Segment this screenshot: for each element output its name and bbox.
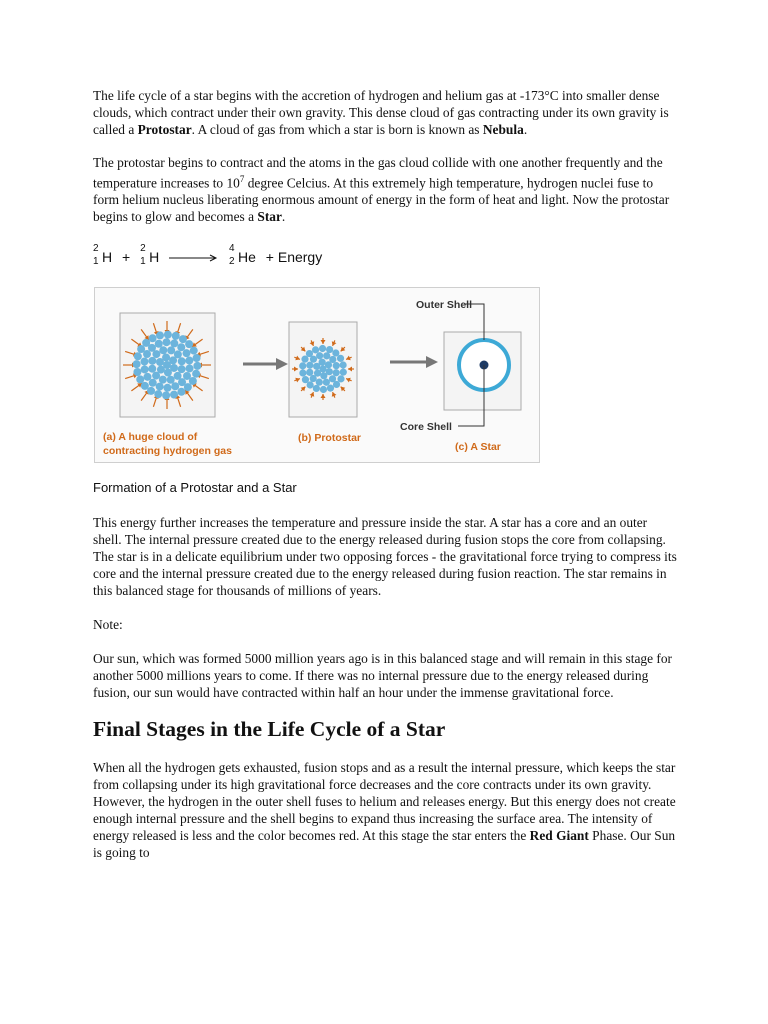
gas-particle: [155, 340, 163, 348]
text-run: .: [281, 209, 286, 225]
gas-particle: [312, 347, 319, 354]
transition-arrow-icon: [243, 358, 288, 370]
gas-particle: [167, 347, 175, 355]
gas-particle: [149, 335, 157, 343]
term-red-giant: Red Giant: [529, 828, 589, 844]
text-run: Phase. Our Sun is going to: [93, 828, 676, 861]
mass-number: 2: [93, 243, 99, 255]
gas-particle: [171, 383, 179, 391]
isotope-h2: [140, 245, 154, 271]
transition-arrow-icon: [390, 356, 438, 368]
gas-particle: [136, 376, 144, 384]
gas-particle: [333, 363, 340, 370]
fusion-equation: [93, 245, 678, 275]
gas-particle: [333, 370, 340, 377]
gas-particle: [310, 375, 317, 382]
gas-particle: [319, 359, 326, 366]
element-symbol: H: [149, 249, 160, 266]
gas-particle: [159, 376, 167, 384]
gas-particle: [140, 358, 148, 366]
gas-particle: [141, 382, 149, 390]
gas-particle: [323, 353, 330, 360]
gas-particle: [182, 350, 190, 358]
gas-particle: [337, 355, 344, 362]
outer-shell-label: Outer Shell: [416, 299, 473, 312]
gas-particle: [156, 332, 164, 340]
element-symbol: He: [238, 249, 256, 266]
gas-particle: [299, 370, 306, 377]
gas-particle: [320, 386, 327, 393]
gas-particle: [327, 385, 334, 392]
gas-particle: [326, 346, 333, 353]
gas-particle: [178, 366, 186, 374]
gas-particle: [189, 377, 197, 385]
gas-particle: [141, 366, 149, 374]
gas-particle: [333, 381, 340, 388]
gas-particle: [329, 356, 336, 363]
gas-particle: [134, 353, 142, 361]
text-run: .: [523, 122, 528, 137]
gas-particle: [164, 331, 172, 339]
text-run: degree Celcius. At this extremely high temperature, hydrogen nuclei fuse to form helium nucleus liberating enormous amount of energy in the form of heat and light. Now the protostar begins to glow and becomes a: [93, 175, 670, 225]
label-c: (c) A Star: [455, 441, 501, 454]
gas-particle: [147, 387, 155, 395]
text-run: When all the hydrogen gets exhausted, fusion stops and as a result the internal pressure, which keeps the star from collapsing under its high gravitational force decreases and the core contracts under its own gravity. However, the hydrogen in the outer shell fuses to helium and releases energy. But this energy does not create enough internal pressure and the shell begins to expand thus increasing the surface area. The intensity of energy released is less and the color becomes red. At this stage the star enters the: [93, 760, 676, 844]
figure-illustration: [95, 288, 539, 462]
gas-particle: [185, 341, 193, 349]
mass-number: 4: [229, 243, 235, 255]
gas-particle: [154, 391, 162, 399]
isotope-he: [229, 245, 243, 271]
gas-particle: [340, 362, 347, 369]
gas-particle: [174, 351, 182, 359]
gas-particle: [159, 347, 167, 355]
energy-term: + Energy: [265, 249, 323, 266]
gas-particle: [152, 372, 160, 380]
gas-particle: [172, 332, 180, 340]
text-run: The life cycle of a star begins with the accretion of hydrogen and helium gas at -173°C into smaller dense clouds, which contract under their own gravity. This dense cloud of gas contracting under its own gravity is called a: [93, 88, 669, 137]
gas-particle: [323, 379, 330, 386]
paragraph-sun: Our sun, which was formed 5000 million years ago is in this balanced stage and will remain in this stage for another 5000 millions years to come. If there was no internal pressure due to the energy released during fusion, our sun would have contracted within half an hour under the immense gravitational force.: [93, 651, 673, 701]
atomic-number: 2: [229, 256, 235, 268]
gas-particle: [177, 388, 185, 396]
gas-particle: [306, 362, 313, 369]
gas-particle: [337, 376, 344, 383]
protostar-figure: [94, 287, 540, 463]
gas-particle: [299, 363, 306, 370]
isotope-h1: [93, 245, 107, 271]
term-nebula: Nebula: [482, 122, 524, 137]
gas-particle: [185, 357, 193, 365]
gas-particle: [144, 373, 152, 381]
note-label: Note:: [93, 617, 123, 633]
gas-particle: [340, 369, 347, 376]
gas-particle: [162, 392, 170, 400]
protostar-icon: [292, 338, 354, 400]
atomic-number: 1: [140, 256, 146, 268]
gas-particle: [193, 362, 201, 370]
gas-particle: [179, 336, 187, 344]
paragraph-protostar: [93, 87, 678, 138]
gas-particle: [190, 347, 198, 355]
gas-particle: [184, 384, 192, 392]
gas-particle: [306, 350, 313, 357]
gas-particle: [133, 368, 141, 376]
gas-particle: [316, 379, 323, 386]
gas-particle: [163, 339, 171, 347]
gas-particle: [178, 358, 186, 366]
paragraph-equilibrium: This energy further increases the temperature and pressure inside the star. A star has a core and an outer shell. The internal pressure created due to the energy released during fusion stops the core from collapsing. The star is in a delicate equilibrium under two opposing forces - the gravitational force trying to compress its core and the internal pressure created due to the energy released during fusion reaction. The star remains in this balanced stage for thousands of millions of years.: [93, 515, 677, 599]
gas-particle: [148, 365, 156, 373]
gas-particle: [170, 340, 178, 348]
document-page: [93, 87, 678, 861]
label-a-line1: (a) A huge cloud of: [103, 431, 198, 444]
gas-particle: [302, 377, 309, 384]
text-run: The protostar begins to contract and the atoms in the gas cloud collide with one another frequently and the temperature increases to 10: [93, 155, 663, 191]
gas-particle: [320, 373, 327, 380]
gas-particle: [170, 391, 178, 399]
gas-particle: [164, 369, 172, 377]
gas-particle: [306, 369, 313, 376]
section-heading: Final Stages in the Life Cycle of a Star: [93, 717, 446, 742]
gas-particle: [193, 354, 201, 362]
core-shell-label: Core Shell: [400, 421, 452, 434]
gas-particle: [163, 384, 171, 392]
gas-particle: [162, 354, 170, 362]
plus-sign: +: [122, 249, 131, 266]
gas-particle: [192, 370, 200, 378]
gas-particle: [148, 357, 156, 365]
text-run: . A cloud of gas from which a star is born is known as: [191, 122, 483, 137]
paragraph-final-stages: [93, 759, 678, 861]
label-b: (b) Protostar: [298, 432, 361, 445]
gas-particle: [313, 385, 320, 392]
gas-particle: [167, 376, 175, 384]
gas-particle: [319, 345, 326, 352]
term-star: Star: [257, 209, 282, 225]
gas-particle: [186, 365, 194, 373]
gas-particle: [133, 361, 141, 369]
gas-particle: [156, 383, 164, 391]
element-symbol: H: [102, 249, 113, 266]
label-a-line2: contracting hydrogen gas: [103, 445, 232, 458]
gas-particle: [137, 346, 145, 354]
exponent: 7: [239, 174, 245, 184]
reaction-arrow-icon: [169, 254, 219, 262]
figure-caption: Formation of a Protostar and a Star: [93, 480, 297, 496]
term-protostar: Protostar: [137, 122, 192, 137]
gas-particle: [142, 339, 150, 347]
atomic-number: 1: [93, 256, 99, 268]
mass-number: 2: [140, 243, 146, 255]
gas-particle: [301, 356, 308, 363]
gas-particle: [316, 353, 323, 360]
paragraph-fusion: [93, 154, 678, 225]
